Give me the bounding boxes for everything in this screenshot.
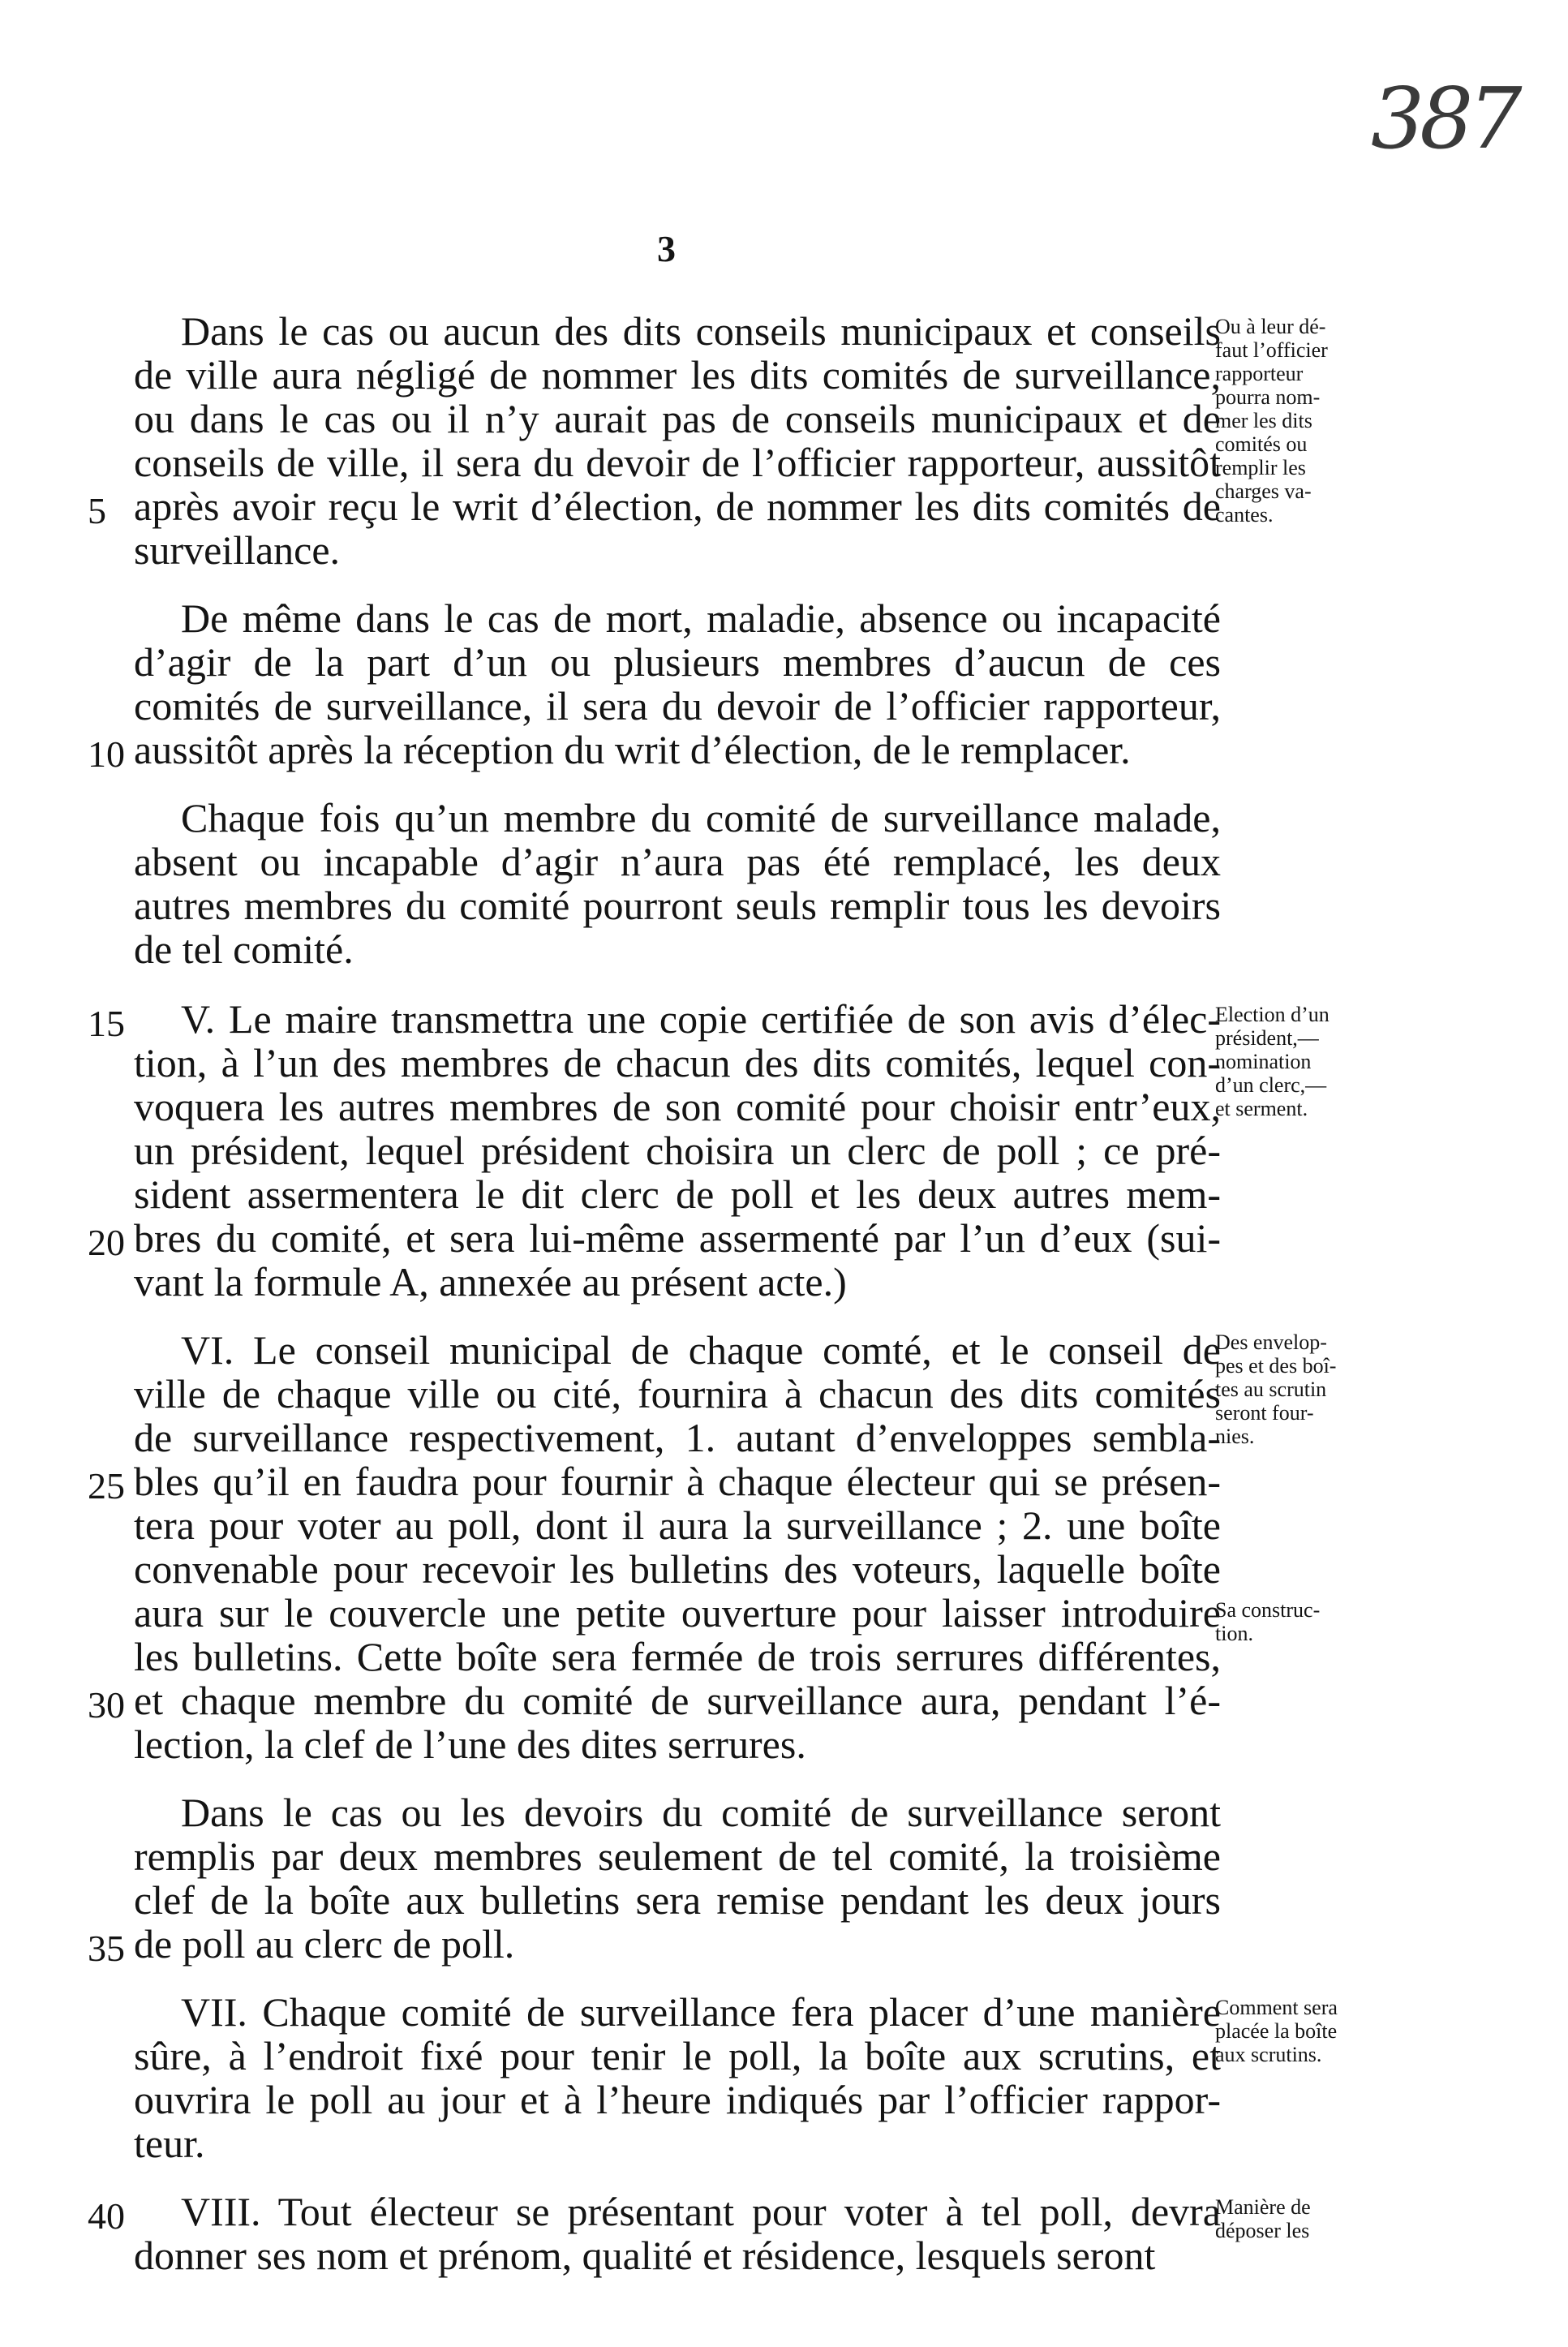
margin-note-line: mer les dits [1215, 409, 1312, 432]
text-line: ville de chaque ville ou cité, fournira à chacun des dits comités [134, 1371, 1221, 1416]
text-line: comités de surveillance, il sera du devoir de l’officier rapporteur, [134, 683, 1221, 729]
margin-note-line: Comment sera [1215, 1996, 1338, 2019]
text-line: Dans le cas ou aucun des dits conseils municipaux et conseils [181, 308, 1221, 354]
text-line: sûre, à l’endroit fixé pour tenir le poll, la boîte aux scrutins, et [134, 2033, 1221, 2078]
margin-note-line: d’un clerc,— [1215, 1073, 1327, 1097]
line-number: 35 [88, 1928, 125, 1969]
margin-note-line: remplir les [1215, 456, 1306, 479]
line-number: 40 [88, 2195, 125, 2237]
margin-note-line: tes au scrutin [1215, 1378, 1327, 1401]
handwritten-folio-number: 387 [1371, 69, 1518, 168]
text-line: tion, à l’un des membres de chacun des dits comités, lequel con- [134, 1040, 1221, 1085]
margin-note-line: rapporteur [1215, 362, 1304, 385]
text-line: convenable pour recevoir les bulletins des voteurs, laquelle boîte [134, 1546, 1221, 1592]
margin-note-line: tion. [1215, 1622, 1253, 1645]
margin-note-line: comités ou [1215, 432, 1308, 456]
margin-note-line: pes et des boî- [1215, 1354, 1337, 1378]
margin-note [1215, 1598, 1377, 1645]
text-line: bres du comité, et sera lui-même assermenté par l’un d’eux (sui- [134, 1215, 1221, 1261]
text-line: donner ses nom et prénom, qualité et résidence, lesquels seront [134, 2233, 1156, 2278]
page-number: 3 [657, 228, 676, 269]
line-number: 20 [88, 1222, 125, 1263]
text-line: vant la formule A, annexée au présent acte.) [134, 1259, 847, 1305]
line-number: 5 [88, 490, 106, 531]
text-line: Dans le cas ou les devoirs du comité de surveillance seront [181, 1790, 1221, 1835]
margin-note [1215, 1003, 1377, 1120]
text-line: lection, la clef de l’une des dites serrures. [134, 1722, 806, 1767]
text-line: d’agir de la part d’un ou plusieurs membres d’aucun de ces [134, 639, 1221, 685]
text-line: remplis par deux membres seulement de tel comité, la troisième [134, 1833, 1221, 1879]
line-number: 25 [88, 1465, 125, 1507]
text-line: voquera les autres membres de son comité pour choisir entr’eux, [134, 1084, 1221, 1129]
margin-note-line: nies. [1215, 1425, 1255, 1448]
margin-note-line: placée la boîte [1215, 2019, 1338, 2043]
text-line: VIII. Tout électeur se présentant pour voter à tel poll, devra [181, 2189, 1221, 2234]
margin-note-line: Des envelop- [1215, 1330, 1327, 1354]
margin-note-line: Manière de [1215, 2195, 1311, 2219]
text-line: après avoir reçu le writ d’élection, de nommer les dits comités de [134, 484, 1221, 529]
margin-note [1215, 1996, 1377, 2066]
margin-note-line: déposer les [1215, 2219, 1310, 2242]
margin-note-line: cantes. [1215, 503, 1274, 527]
text-line: tera pour voter au poll, dont il aura la surveillance ; 2. une boîte [134, 1502, 1221, 1548]
text-line: VII. Chaque comité de surveillance fera placer d’une manière [181, 1989, 1221, 2035]
text-line: clef de la boîte aux bulletins sera remise pendant les deux jours [134, 1877, 1221, 1923]
text-line: V. Le maire transmettra une copie certifiée de son avis d’élec- [181, 996, 1221, 1042]
margin-note [1215, 315, 1377, 527]
margin-note [1215, 1330, 1377, 1448]
margin-note-line: nomination [1215, 1050, 1312, 1073]
line-number: 10 [88, 733, 125, 775]
margin-note-line: Election d’un [1215, 1003, 1330, 1026]
text-line: VI. Le conseil municipal de chaque comté, et le conseil de [181, 1327, 1221, 1373]
text-line: sident assermentera le dit clerc de poll et les deux autres mem- [134, 1171, 1221, 1217]
line-number: 15 [88, 1003, 125, 1044]
text-line: surveillance. [134, 527, 341, 573]
text-line: les bulletins. Cette boîte sera fermée de trois serrures différentes, [134, 1634, 1221, 1679]
margin-note [1215, 2195, 1377, 2242]
text-line: et chaque membre du comité de surveillance aura, pendant l’é- [134, 1678, 1221, 1723]
margin-note-line: aux scrutins. [1215, 2043, 1322, 2066]
margin-note-line: Ou à leur dé- [1215, 315, 1326, 338]
margin-note-line: président,— [1215, 1026, 1319, 1050]
margin-note-line: faut l’officier [1215, 338, 1328, 362]
text-line: conseils de ville, il sera du devoir de l’officier rapporteur, aussitôt [134, 440, 1221, 485]
text-line: autres membres du comité pourront seuls remplir tous les devoirs [134, 883, 1221, 928]
margin-note-line: seront four- [1215, 1401, 1314, 1425]
text-line: teur. [134, 2121, 205, 2166]
text-line: absent ou incapable d’agir n’aura pas été remplacé, les deux [134, 839, 1221, 884]
margin-note-line: et serment. [1215, 1097, 1308, 1120]
text-line: aura sur le couvercle une petite ouverture pour laisser introduire [134, 1590, 1221, 1636]
text-line: de poll au clerc de poll. [134, 1921, 515, 1967]
text-line: De même dans le cas de mort, maladie, absence ou incapacité [181, 595, 1221, 641]
text-line: bles qu’il en faudra pour fournir à chaque électeur qui se présen- [134, 1459, 1221, 1504]
margin-note-line: charges va- [1215, 479, 1312, 503]
text-line: ouvrira le poll au jour et à l’heure indiqués par l’officier rappor- [134, 2077, 1221, 2122]
text-line: ou dans le cas ou il n’y aurait pas de conseils municipaux et de [134, 396, 1221, 441]
text-line: de tel comité. [134, 926, 354, 972]
margin-note-line: Sa construc- [1215, 1598, 1321, 1622]
text-line: un président, lequel président choisira un clerc de poll ; ce pré- [134, 1128, 1221, 1173]
margin-note-line: pourra nom- [1215, 385, 1321, 409]
text-line: de surveillance respectivement, 1. autant d’enveloppes sembla- [134, 1415, 1221, 1460]
text-line: aussitôt après la réception du writ d’élection, de le remplacer. [134, 727, 1131, 772]
text-line: de ville aura négligé de nommer les dits comités de surveillance, [134, 352, 1221, 398]
text-line: Chaque fois qu’un membre du comité de surveillance malade, [181, 795, 1221, 840]
line-number: 30 [88, 1684, 125, 1726]
